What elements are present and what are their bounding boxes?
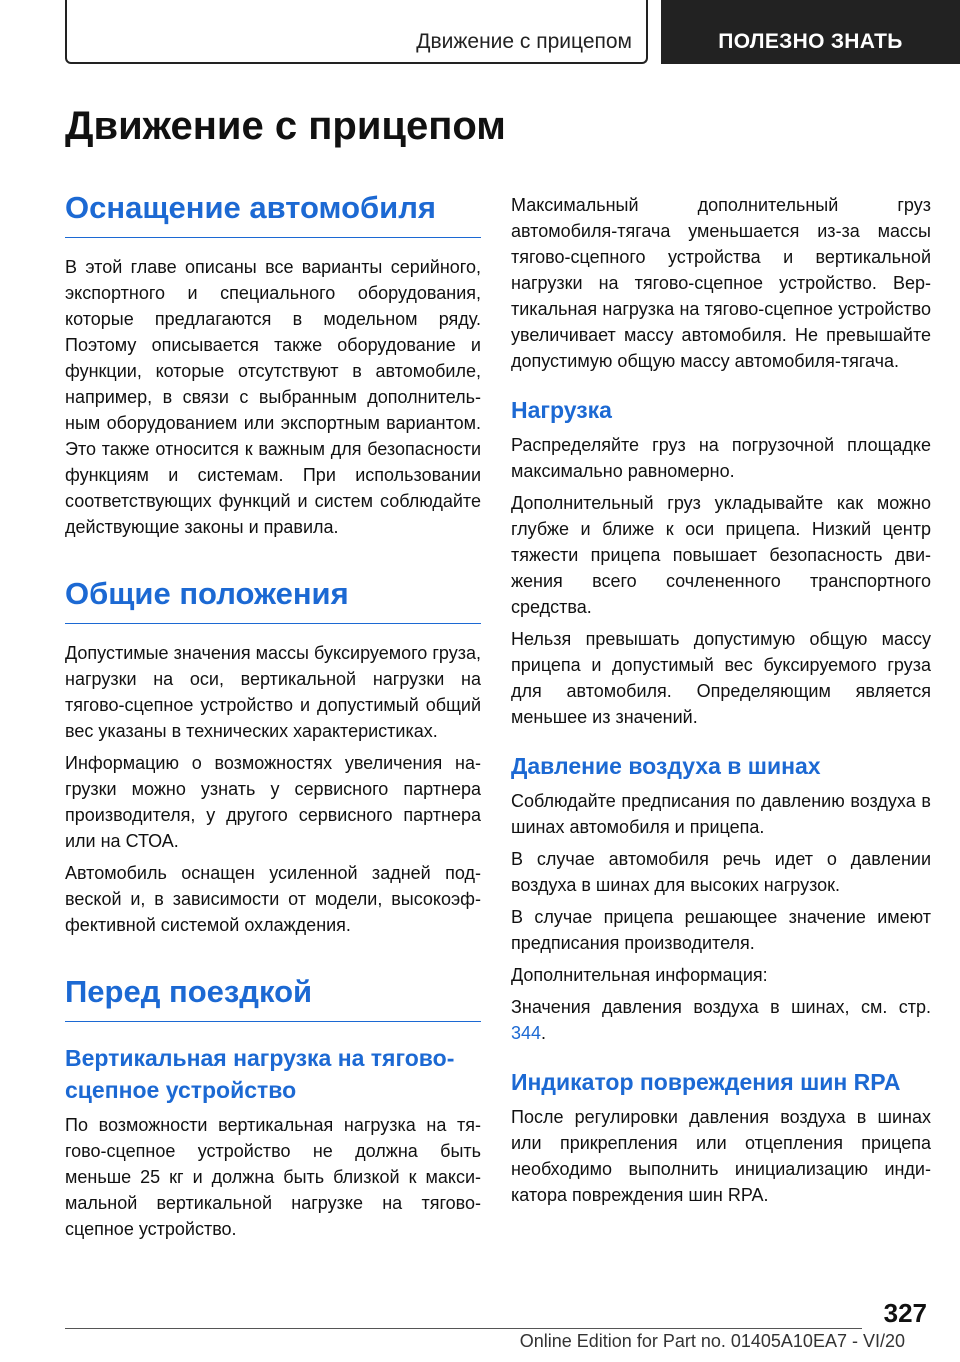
paragraph: В этой главе описаны все варианты серийного, экспортного и специального оборудования, которые предлагаются в модельном ряду. Поэтому описывается также оборудование и функции, которые отсутствуют в автомобиле, например, в связи с выбранным дополнительным оборудованием или экспортным вариантом. Это также относится к важным для безопасности функциям и системам. При использовании соответствующих функций и систем соблюдайте действующие законы и правила. [65, 257, 481, 537]
subheading-load: Нагрузка [511, 397, 612, 423]
paragraph: Дополнительный груз укладывайте как можно глубже и ближе к оси прицепа. Низкий центр тяжести прицепа повышает безопасность движения всего сочлененного транспортного средства. [511, 493, 931, 617]
paragraph: По возможности вертикальная нагрузка на тягово-сцепное устройство не должна быть меньше 25 кг и должна быть близкой к максимальной вертикальной нагрузке на тягово-сцепное устройство. [65, 1115, 481, 1239]
right-column [511, 192, 931, 1208]
paragraph: Допустимые значения массы буксируемого груза, нагрузки на оси, вертикальной нагрузки на тягово-сцепное устройство и допустимый общий вес указаны в технических характеристиках. [65, 643, 481, 741]
left-column [65, 190, 481, 1242]
paragraph: Автомобиль оснащен усиленной задней подвеской и, в зависимости от модели, высокоэффективной системой охлаждения. [65, 863, 481, 935]
subheading-rpa: Индикатор повреждения шин RPA [511, 1069, 901, 1095]
edition-footer: Online Edition for Part no. 01405A10EA7 - VI/20 [519, 1331, 905, 1351]
chapter-label: Движение с прицепом [416, 30, 632, 53]
subheading-tyre-pressure: Давление воздуха в шинах [511, 753, 821, 779]
paragraph-with-reference [511, 994, 931, 1046]
paragraph: Максимальный дополнительный груз автомобиля-тягача уменьшается из-за массы тягово-сцепного устройства и вертикальной нагрузки на тягово-сцепное устройство. Вертикальная нагрузка на тягово-сцепное устройство увеличивает массу автомобиля. Не превышайте допустимую общую массу автомобиля-тягача. [511, 195, 931, 371]
reference-end: . [541, 1023, 547, 1043]
heading-general: Общие положения [65, 576, 481, 624]
reference-text: Значения давления воздуха в шинах, см. стр. [511, 997, 931, 1017]
paragraph: Нельзя превышать допустимую общую массу прицепа и допустимый вес буксируемого груза для автомобиля. Определяющим является меньшее из значений. [511, 629, 931, 727]
paragraph: Соблюдайте предписания по давлению воздуха в шинах автомобиля и прицепа. [511, 791, 931, 837]
heading-equipment: Оснащение автомобиля [65, 190, 481, 238]
chapter-tab [65, 0, 648, 64]
paragraph: Информацию о возможностях увеличения нагрузки можно узнать у сервисного партнера производителя, у другого сервисного партнера или на СТОА. [65, 753, 481, 851]
section-tab [661, 0, 960, 64]
paragraph: В случае прицепа решающее значение имеют предписания производителя. [511, 907, 931, 953]
page-number: 327 [883, 1298, 927, 1328]
paragraph: Дополнительная информация: [511, 965, 768, 985]
paragraph: В случае автомобиля речь идет о давлении воздуха в шинах для высоких нагрузок. [511, 849, 931, 895]
footer-divider [65, 1328, 862, 1329]
paragraph: Распределяйте груз на погрузочной площадке максимально равномерно. [511, 435, 931, 481]
paragraph: После регулировки давления воздуха в шинах или прикрепления или отцепления прицепа необходимо выполнить инициализацию индикатора повреждения шин RPA. [511, 1107, 931, 1205]
section-label: ПОЛЕЗНО ЗНАТЬ [718, 30, 903, 53]
heading-before-trip: Перед поездкой [65, 974, 481, 1022]
page-title: Движение с прицепом [65, 104, 506, 148]
subheading-vertical-load: Вертикальная нагрузка на тягово-сцепное устройство [65, 1045, 455, 1103]
page-reference-link[interactable]: 344 [511, 1023, 542, 1043]
